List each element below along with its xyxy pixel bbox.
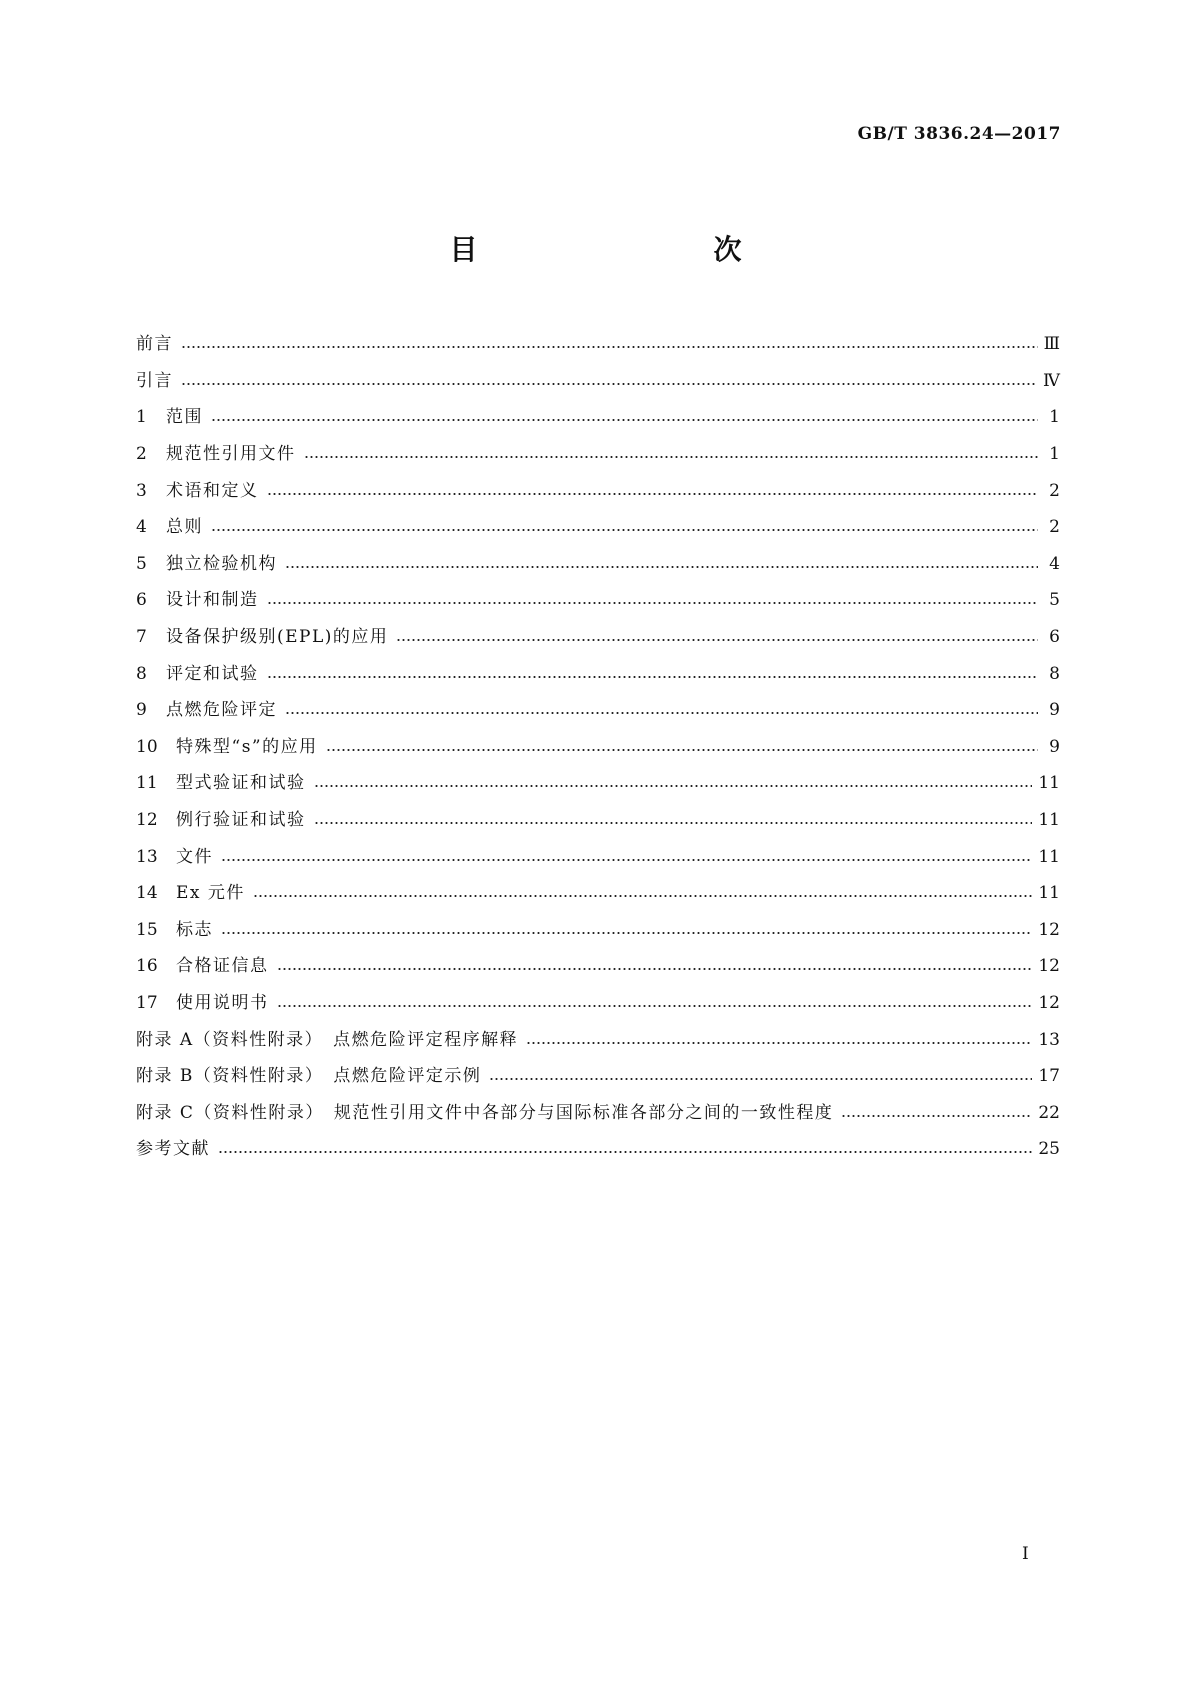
toc-leader-dots (277, 967, 1033, 971)
toc-leader-dots (304, 455, 1039, 459)
toc-entry-label: 评定和试验 (166, 663, 259, 684)
toc-entry-label: 引言 (136, 370, 173, 391)
toc-leader-dots (489, 1077, 1032, 1081)
toc-leader-dots (841, 1114, 1032, 1118)
toc-leader-dots (218, 1150, 1032, 1154)
toc-entry-label: 文件 (176, 846, 213, 867)
toc-entry-bibliography[interactable] (136, 1131, 1060, 1168)
toc-entry-page: 11 (1038, 883, 1060, 904)
toc-entry-number: 6 (136, 590, 147, 611)
toc-entry-label: 合格证信息 (176, 956, 269, 977)
toc-entry-label: 术语和定义 (166, 480, 259, 501)
toc-entry-label: 附录 B（资料性附录） 点燃危险评定示例 (136, 1066, 482, 1087)
toc-entry-number: 8 (136, 663, 147, 684)
toc-leader-dots (181, 382, 1037, 386)
toc-entry-label: 设计和制造 (166, 590, 259, 611)
page-number: I (1022, 1544, 1029, 1564)
toc-entry-label: 范围 (166, 407, 203, 428)
toc-entry-introduction[interactable] (136, 363, 1060, 400)
toc-entry-15[interactable] (136, 912, 1060, 949)
toc-entry-page: Ⅲ (1043, 334, 1060, 355)
toc-entry-5[interactable] (136, 546, 1060, 583)
toc-entry-number: 16 (136, 956, 158, 977)
toc-entry-page: 13 (1038, 1029, 1060, 1050)
toc-entry-page: 22 (1038, 1102, 1060, 1123)
toc-entry-2[interactable] (136, 436, 1060, 473)
toc-entry-annex-b[interactable] (136, 1058, 1060, 1095)
toc-leader-dots (211, 528, 1038, 532)
toc-entry-label: 使用说明书 (176, 992, 269, 1013)
page-title: 目 次 (449, 233, 802, 266)
toc-entry-10[interactable] (136, 729, 1060, 766)
toc-leader-dots (267, 601, 1039, 605)
toc-entry-13[interactable] (136, 838, 1060, 875)
toc-leader-dots (285, 711, 1038, 715)
toc-leader-dots (253, 894, 1032, 898)
toc-entry-6[interactable] (136, 582, 1060, 619)
toc-entry-annex-a[interactable] (136, 1021, 1060, 1058)
toc-entry-number: 14 (136, 883, 158, 904)
toc-entry-3[interactable] (136, 472, 1060, 509)
toc-entry-page: 9 (1049, 736, 1060, 757)
toc-entry-label: 例行验证和试验 (176, 810, 306, 831)
toc-entry-page: 4 (1049, 553, 1060, 574)
toc-entry-number: 11 (136, 773, 158, 794)
toc-entry-number: 15 (136, 919, 158, 940)
toc-entry-label: 附录 C（资料性附录） 规范性引用文件中各部分与国际标准各部分之间的一致性程度 (136, 1102, 834, 1123)
toc-leader-dots (285, 565, 1038, 569)
toc-entry-page: 6 (1049, 627, 1060, 648)
toc-entry-page: 12 (1038, 919, 1060, 940)
toc-entry-label: 标志 (176, 919, 213, 940)
toc-entry-16[interactable] (136, 948, 1060, 985)
toc-entry-label: 独立检验机构 (166, 553, 277, 574)
toc-entry-number: 17 (136, 992, 158, 1013)
toc-entry-number: 12 (136, 810, 158, 831)
toc-entry-1[interactable] (136, 399, 1060, 436)
toc-leader-dots (267, 492, 1039, 496)
toc-entry-page: 12 (1038, 956, 1060, 977)
toc-entry-annex-c[interactable] (136, 1094, 1060, 1131)
toc-entry-number: 5 (136, 553, 147, 574)
toc-entry-8[interactable] (136, 655, 1060, 692)
toc-entry-page: 1 (1049, 407, 1060, 428)
toc-entry-page: 9 (1049, 700, 1060, 721)
standard-code: GB/T 3836.24—2017 (857, 124, 1061, 144)
toc-entry-number: 13 (136, 846, 158, 867)
toc-entry-page: 5 (1049, 590, 1060, 611)
toc-leader-dots (314, 784, 1033, 788)
toc-entry-number: 1 (136, 407, 147, 428)
toc-entry-label: 特殊型“s”的应用 (176, 736, 318, 757)
toc-entry-7[interactable] (136, 619, 1060, 656)
toc-leader-dots (326, 748, 1038, 752)
toc-entry-page: 8 (1049, 663, 1060, 684)
table-of-contents (136, 326, 1060, 1168)
toc-entry-page: Ⅳ (1043, 370, 1060, 391)
toc-leader-dots (396, 638, 1038, 642)
toc-entry-page: 2 (1049, 517, 1060, 538)
toc-entry-label: Ex 元件 (176, 883, 245, 904)
toc-entry-page: 11 (1038, 773, 1060, 794)
toc-leader-dots (221, 858, 1032, 862)
toc-entry-page: 2 (1049, 480, 1060, 501)
toc-entry-page: 12 (1038, 992, 1060, 1013)
toc-entry-label: 总则 (166, 517, 203, 538)
toc-entry-number: 10 (136, 736, 158, 757)
toc-entry-number: 2 (136, 444, 147, 465)
toc-entry-page: 11 (1038, 810, 1060, 831)
toc-leader-dots (211, 418, 1038, 422)
toc-leader-dots (526, 1041, 1032, 1045)
toc-leader-dots (314, 821, 1033, 825)
toc-entry-page: 17 (1038, 1066, 1060, 1087)
toc-entry-number: 9 (136, 700, 147, 721)
toc-entry-number: 7 (136, 627, 147, 648)
toc-entry-12[interactable] (136, 802, 1060, 839)
toc-entry-number: 3 (136, 480, 147, 501)
toc-entry-page: 11 (1038, 846, 1060, 867)
toc-entry-label: 型式验证和试验 (176, 773, 306, 794)
toc-entry-label: 设备保护级别(EPL)的应用 (166, 627, 389, 648)
toc-leader-dots (221, 931, 1032, 935)
toc-leader-dots (267, 675, 1039, 679)
toc-entry-page: 25 (1038, 1139, 1060, 1160)
toc-entry-9[interactable] (136, 692, 1060, 729)
toc-entry-14[interactable] (136, 875, 1060, 912)
toc-entry-11[interactable] (136, 765, 1060, 802)
toc-entry-label: 附录 A（资料性附录） 点燃危险评定程序解释 (136, 1029, 519, 1050)
toc-entry-4[interactable] (136, 509, 1060, 546)
toc-entry-17[interactable] (136, 985, 1060, 1022)
toc-entry-label: 点燃危险评定 (166, 700, 277, 721)
toc-entry-number: 4 (136, 517, 147, 538)
toc-entry-label: 参考文献 (136, 1139, 210, 1160)
toc-leader-dots (277, 1004, 1033, 1008)
toc-entry-label: 规范性引用文件 (166, 444, 296, 465)
toc-entry-label: 前言 (136, 334, 173, 355)
toc-leader-dots (181, 345, 1038, 349)
toc-entry-foreword[interactable] (136, 326, 1060, 363)
toc-entry-page: 1 (1049, 444, 1060, 465)
